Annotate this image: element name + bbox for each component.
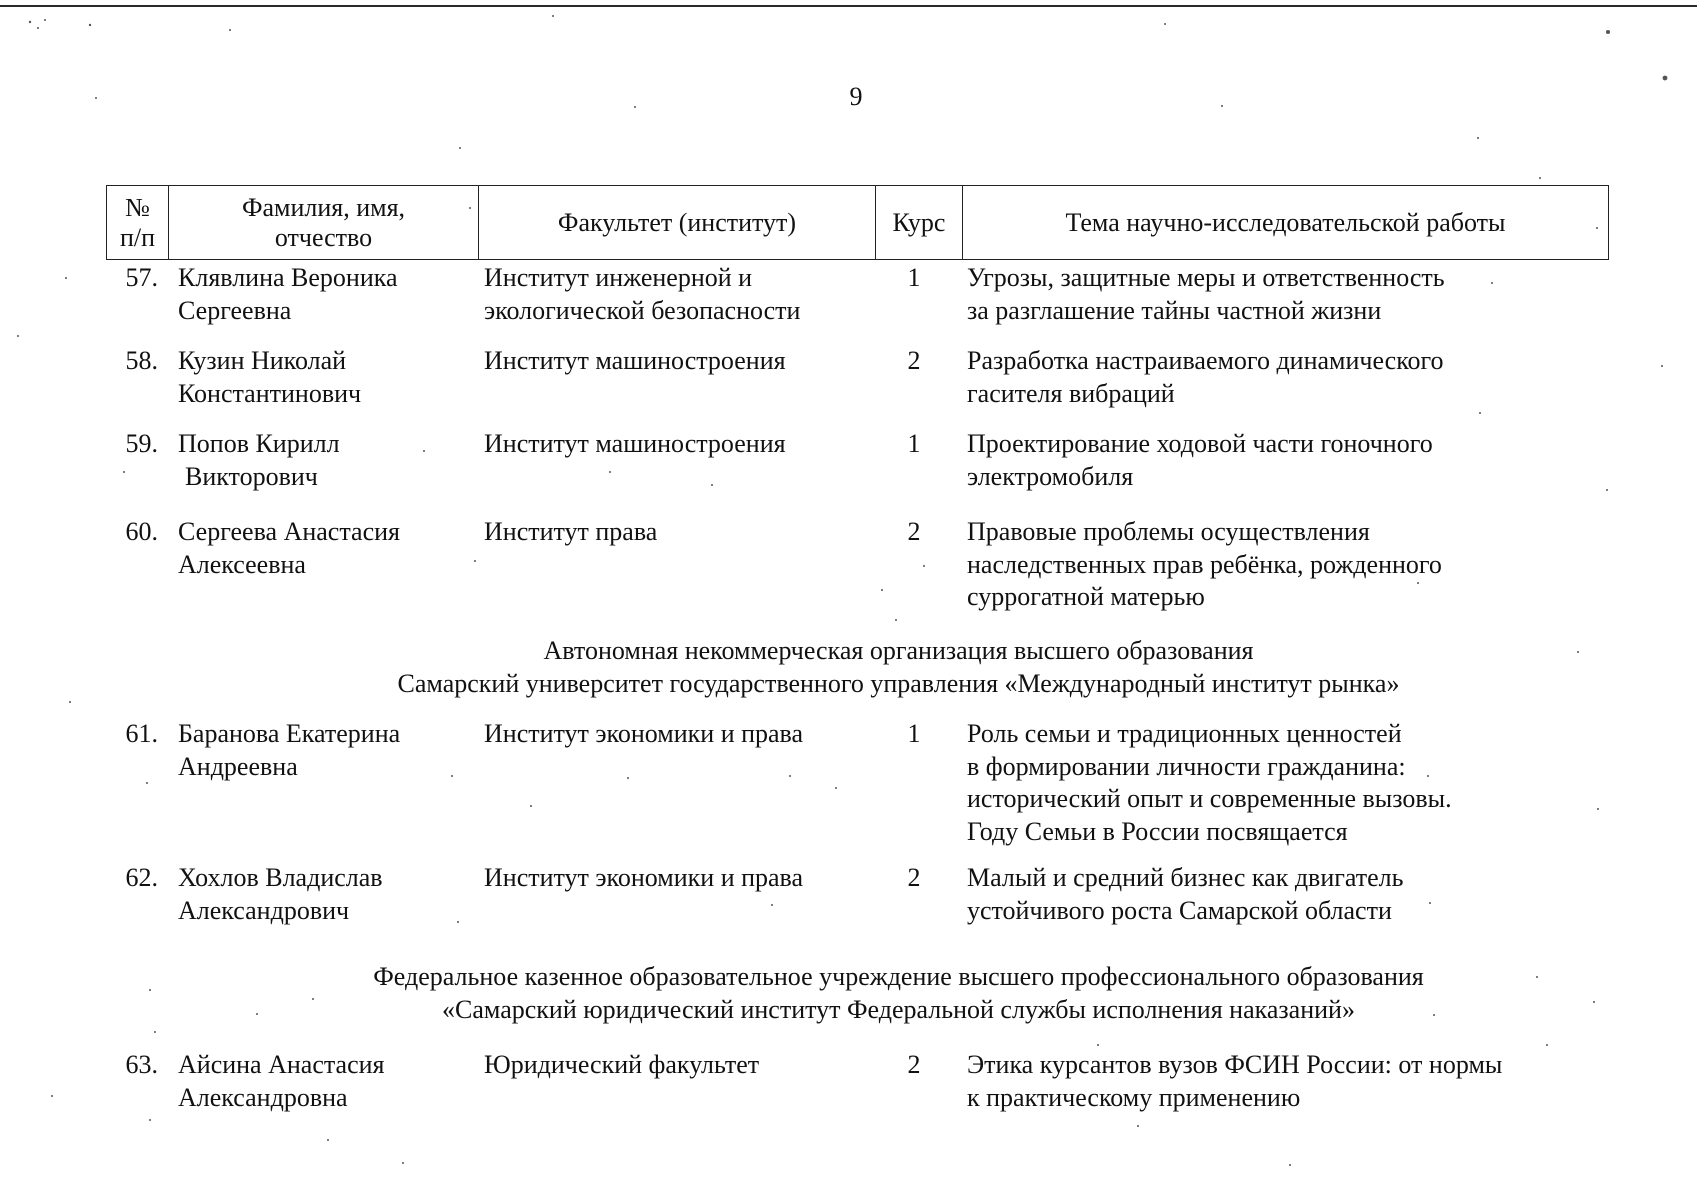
header-name-cell: [169, 186, 479, 259]
faculty-name: [484, 345, 884, 378]
row-number: 62.: [125, 863, 158, 892]
faculty-name: [484, 718, 884, 751]
student-name: [178, 345, 468, 410]
topic-line: исторический опыт и современные вызовы.: [967, 784, 1452, 813]
course-number: 1: [907, 719, 921, 748]
topic-line: Малый и средний бизнес как двигатель: [967, 863, 1404, 892]
section-heading-line: Автономная некоммерческая организация высшего образования: [543, 636, 1254, 665]
student-name-line: Алексеевна: [178, 549, 306, 579]
topic-line: Разработка настраиваемого динамического: [967, 346, 1444, 375]
research-topic: [967, 516, 1607, 614]
research-topic: [967, 428, 1607, 493]
faculty-line: Институт инженерной и: [484, 263, 753, 292]
course-number: 2: [907, 517, 921, 546]
table-header: [106, 185, 1609, 260]
student-name: [178, 1049, 468, 1114]
faculty-name: [484, 516, 884, 549]
research-topic: [967, 262, 1607, 327]
student-name-line: Константинович: [178, 378, 362, 408]
section-heading-line: «Самарский юридический институт Федеральной службы исполнения наказаний»: [442, 994, 1355, 1024]
section-heading: [0, 635, 1697, 700]
student-name-line: Хохлов Владислав: [178, 863, 383, 892]
student-name-line: Андреевна: [178, 751, 298, 781]
topic-line: электромобиля: [967, 461, 1134, 491]
section-heading-line: Федеральное казенное образовательное учреждение высшего профессионального образования: [373, 962, 1424, 991]
section-heading: [0, 961, 1697, 1026]
row-number: 63.: [125, 1050, 158, 1079]
header-course-cell: Курс: [876, 186, 963, 259]
topic-line: Году Семьи в России посвящается: [967, 816, 1348, 846]
topic-line: Угрозы, защитные меры и ответственность: [967, 263, 1445, 292]
course-number: 2: [907, 863, 921, 892]
student-name: [178, 516, 468, 581]
student-name-line: Баранова Екатерина: [178, 719, 401, 748]
faculty-line: Институт машиностроения: [484, 346, 786, 375]
faculty-line: Юридический факультет: [484, 1050, 760, 1079]
row-number: 59.: [125, 429, 158, 458]
student-name-line: Александровна: [178, 1082, 348, 1112]
header-number-line: №: [125, 192, 150, 222]
course-number: 1: [907, 429, 921, 458]
page-number: 9: [849, 82, 863, 111]
student-name: [178, 862, 468, 927]
topic-line: в формировании личности гражданина:: [967, 751, 1406, 781]
topic-line: Проектирование ходовой части гоночного: [967, 429, 1433, 458]
student-name: [178, 262, 468, 327]
row-number: 58.: [125, 346, 158, 375]
faculty-line: Институт права: [484, 517, 658, 546]
header-faculty-cell: Факультет (институт): [479, 186, 876, 259]
row-number: 61.: [125, 719, 158, 748]
course-number: 1: [907, 263, 921, 292]
faculty-line: Институт экономики и права: [484, 863, 804, 892]
topic-line: за разглашение тайны частной жизни: [967, 295, 1382, 325]
research-topic: [967, 718, 1607, 848]
course-number: 2: [907, 346, 921, 375]
faculty-name: [484, 428, 884, 461]
course-number: 2: [907, 1050, 921, 1079]
header-topic-cell: Тема научно-исследовательской работы: [1065, 207, 1506, 237]
topic-line: Роль семьи и традиционных ценностей: [967, 719, 1402, 748]
student-name: [178, 718, 468, 783]
topic-line: устойчивого роста Самарской области: [967, 895, 1392, 925]
row-number: 60.: [125, 517, 158, 546]
topic-line: Этика курсантов вузов ФСИН России: от нормы: [967, 1050, 1503, 1079]
research-topic: [967, 1049, 1607, 1114]
header-number-line: п/п: [119, 222, 156, 252]
top-border-line: [0, 5, 1697, 7]
section-heading-line: Самарский университет государственного управления «Международный институт рынка»: [397, 668, 1400, 698]
student-name-line: Клявлина Вероника: [178, 263, 398, 292]
topic-line: гасителя вибраций: [967, 378, 1175, 408]
student-name-line: Сергеевна: [178, 295, 292, 325]
topic-line: к практическому применению: [967, 1082, 1301, 1112]
faculty-name: [484, 262, 884, 327]
faculty-line: Институт экономики и права: [484, 719, 804, 748]
research-topic: [967, 345, 1607, 410]
research-topic: [967, 862, 1607, 927]
topic-line: наследственных прав ребёнка, рожденного: [967, 549, 1442, 579]
student-name-line: Попов Кирилл: [178, 429, 340, 458]
faculty-line: экологической безопасности: [484, 295, 801, 325]
header-name-line: отчество: [274, 222, 373, 252]
faculty-name: [484, 1049, 884, 1082]
student-name-line: Александрович: [178, 895, 350, 925]
row-number: 57.: [125, 263, 158, 292]
student-name-line: Сергеева Анастасия: [178, 517, 400, 546]
header-name-line: Фамилия, имя,: [241, 192, 406, 222]
faculty-name: [484, 862, 884, 895]
topic-line: суррогатной матерью: [967, 582, 1205, 611]
header-number-cell: [107, 186, 169, 259]
student-name-line: Кузин Николай: [178, 346, 347, 375]
student-name: [178, 428, 468, 493]
faculty-line: Институт машиностроения: [484, 429, 786, 458]
topic-line: Правовые проблемы осуществления: [967, 517, 1370, 546]
student-name-line: Викторович: [185, 461, 318, 491]
student-name-line: Айсина Анастасия: [178, 1050, 385, 1079]
